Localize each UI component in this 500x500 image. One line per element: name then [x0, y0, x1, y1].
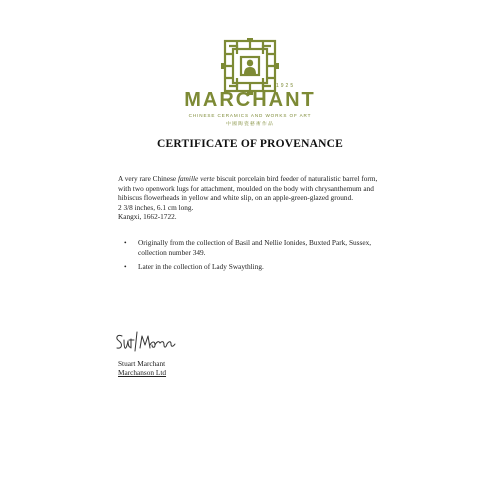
- item-description: [118, 174, 380, 203]
- marchant-logo-icon: [221, 38, 279, 95]
- bullet-icon: •: [124, 238, 127, 247]
- provenance-text: Originally from the collection of Basil and Nellie Ionides, Buxted Park, Sussex, collection number 349.: [138, 238, 372, 257]
- signatory-company: Marchanson Ltd: [118, 368, 167, 377]
- signatory-name: Stuart Marchant: [118, 359, 166, 368]
- item-description-block: [118, 174, 380, 222]
- brand-name: MARCHANT: [184, 89, 316, 111]
- description-italic: famille verte: [177, 174, 215, 183]
- list-item: [124, 262, 374, 272]
- list-item: [124, 238, 374, 257]
- brand-tagline: CHINESE CERAMICS AND WORKS OF ART: [188, 113, 312, 118]
- description-rest: biscuit porcelain bird feeder of naturalistic barrel form, with two openwork lugs for attachment, moulded on the body with chrysanthemum and hibiscus flowerheads in yellow and white slip, on an apple-green-glazed ground.: [118, 174, 378, 203]
- provenance-list: [124, 238, 374, 277]
- brand-chinese-name: 中國陶瓷藝術作品: [226, 122, 274, 127]
- certificate-title: CERTIFICATE OF PROVENANCE: [156, 138, 344, 150]
- brand-year: 1925: [276, 83, 296, 89]
- provenance-text: Later in the collection of Lady Swaythling.: [138, 262, 264, 272]
- bullet-icon: •: [124, 262, 127, 272]
- item-period: Kangxi, 1662-1722.: [118, 212, 177, 222]
- description-lead: A very rare Chinese: [118, 174, 178, 183]
- item-dimensions: 2 3/8 inches, 6.1 cm long.: [118, 202, 194, 212]
- signature-icon: [114, 328, 176, 354]
